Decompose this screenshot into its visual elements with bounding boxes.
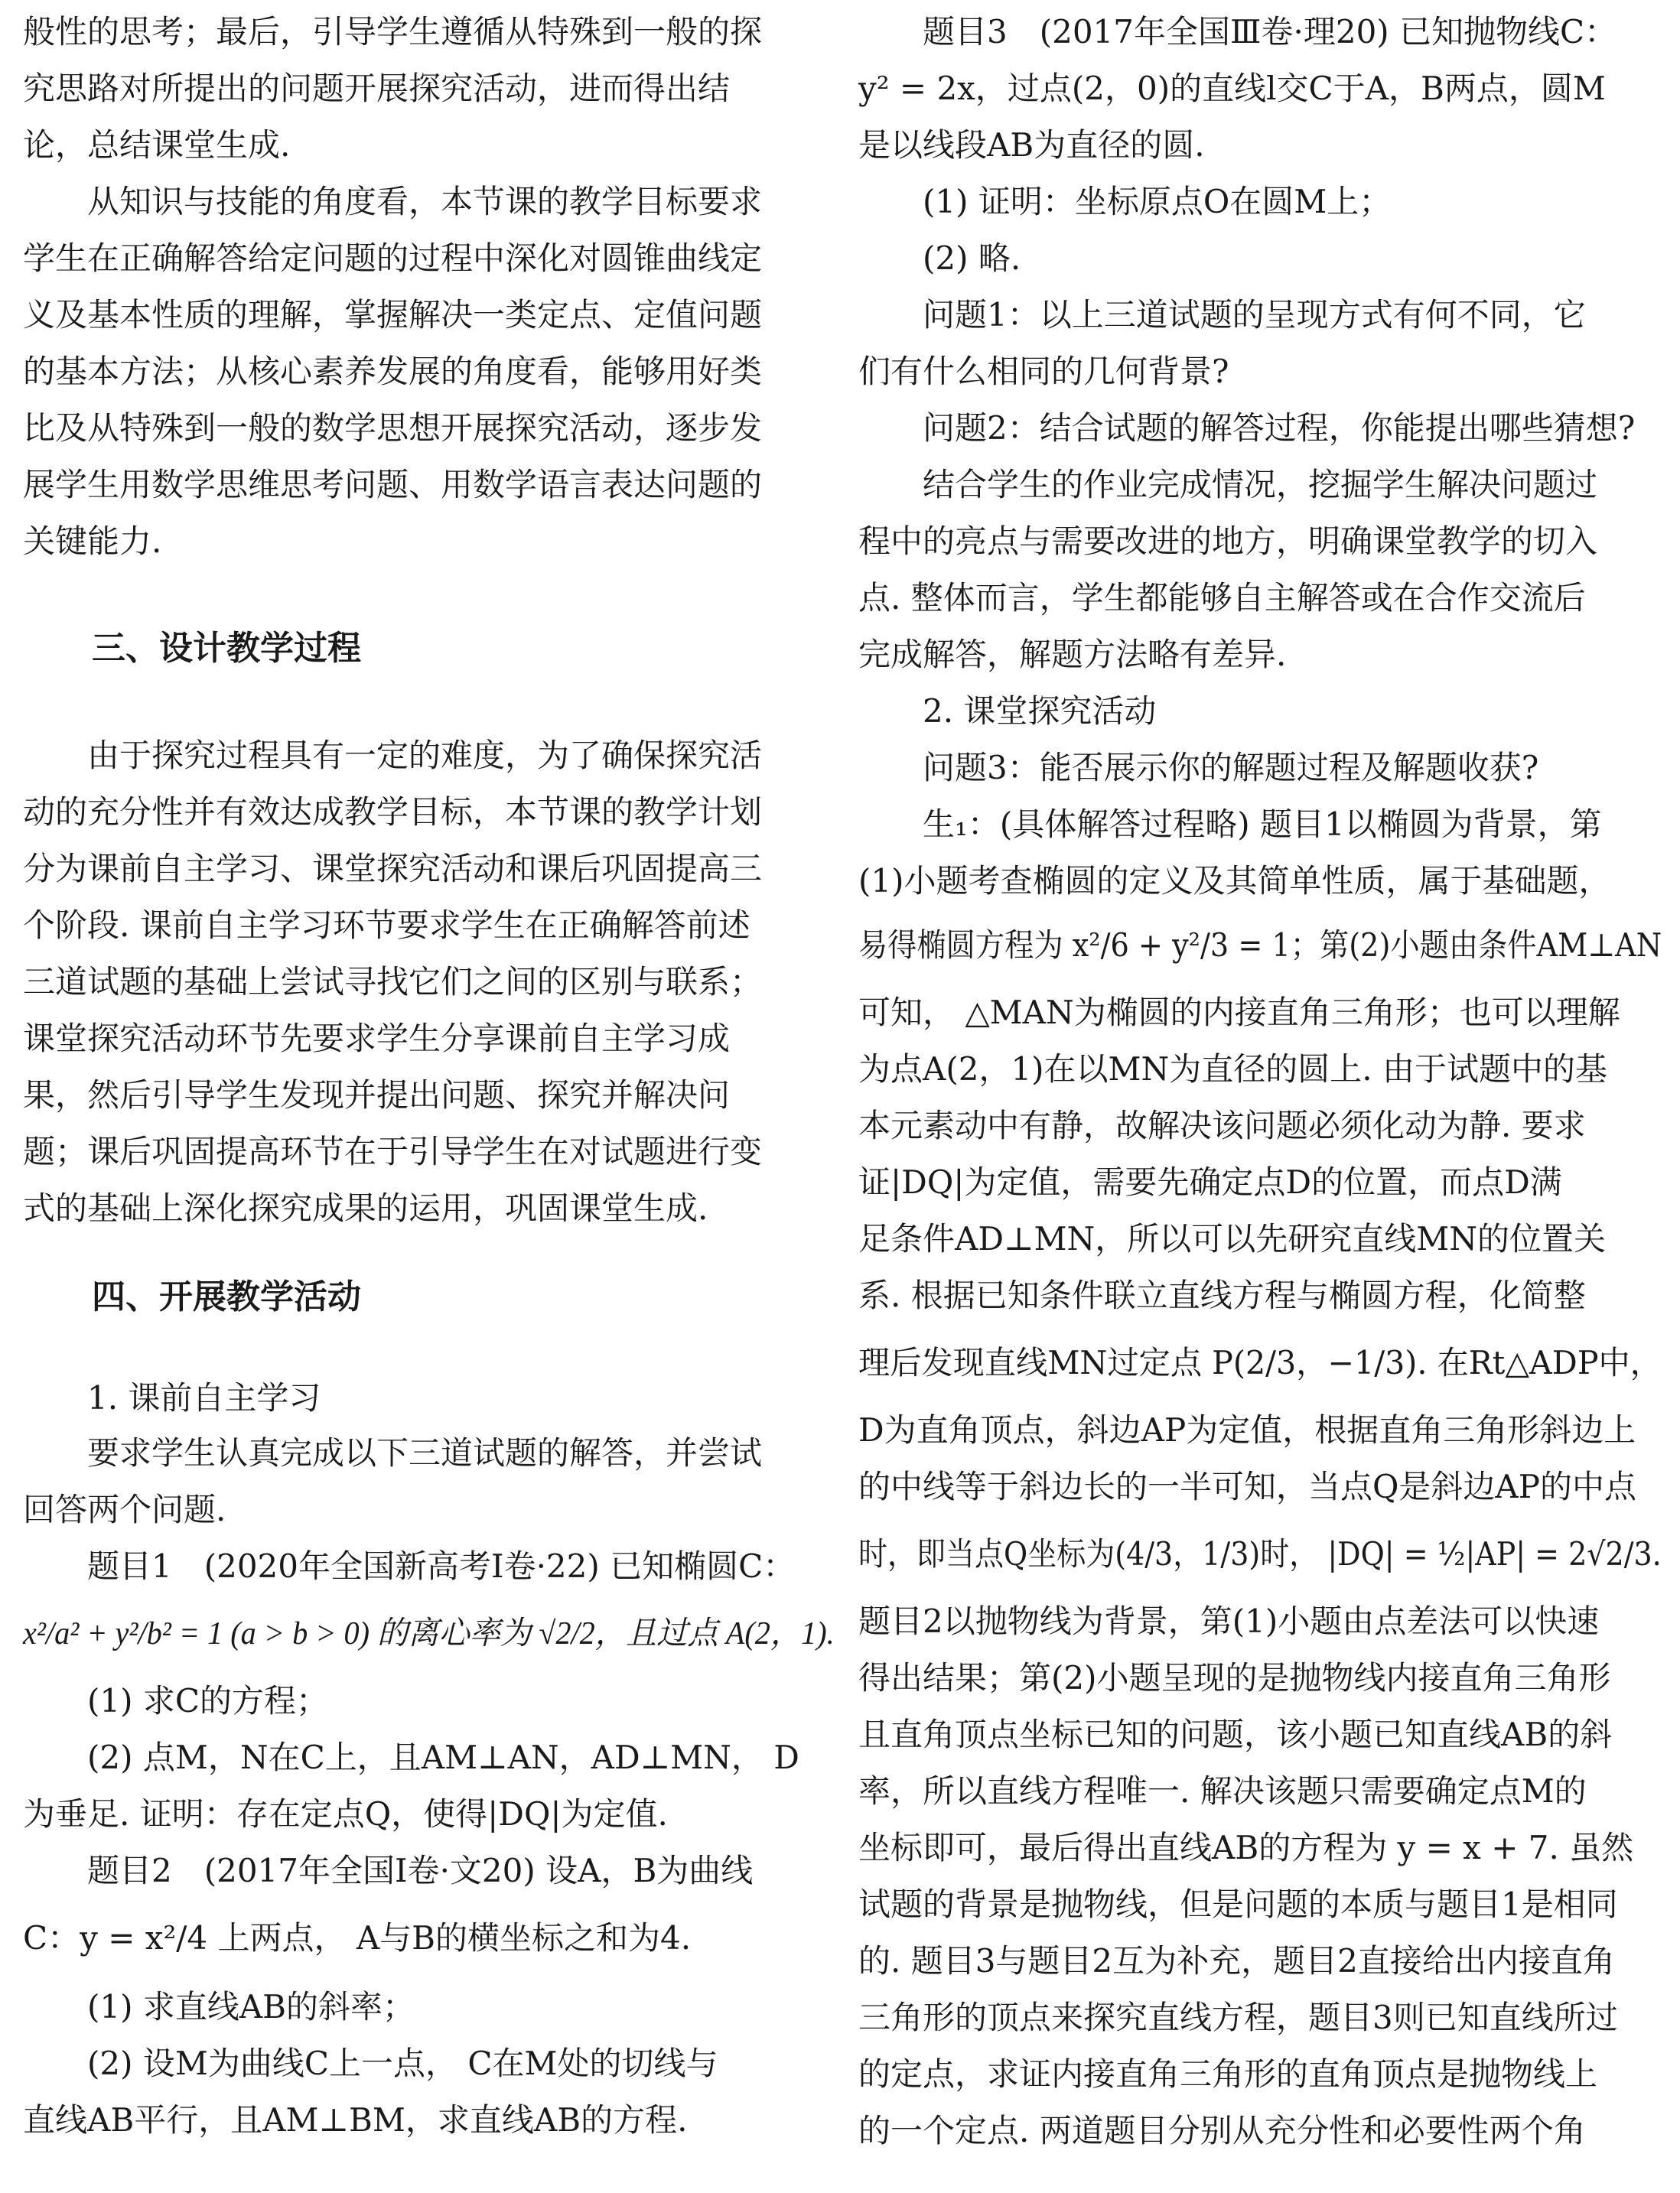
paragraph-line: 证|DQ|为定值，需要先确定点D的位置，而点D满 <box>858 1163 1562 1201</box>
paragraph-line: 式的基础上深化探究成果的运用，巩固课堂生成. <box>23 1189 708 1227</box>
paragraph-line: 程中的亮点与需要改进的地方，明确课堂教学的切入 <box>858 522 1598 560</box>
question-line: 问题3：能否展示你的解题过程及解题收获? <box>858 749 1539 786</box>
paragraph-line: 学生在正确解答给定问题的过程中深化对圆锥曲线定 <box>23 239 763 277</box>
paragraph-line: 义及基本性质的理解，掌握解决一类定点、定值问题 <box>23 296 763 334</box>
paragraph-line: (2) 设M为曲线C上一点， C在M处的切线与 <box>23 2045 718 2082</box>
formula-line: 时，即当点Q坐标为(4/3，1/3)时， |DQ| = ½|AP| = 2√2/3. <box>858 1535 1662 1573</box>
paragraph-line: 比及从特殊到一般的数学思想开展探究活动，逐步发 <box>23 409 763 447</box>
paragraph-line: 足条件AD⊥MN，所以可以先研究直线MN的位置关 <box>858 1220 1607 1258</box>
question-line: 问题1：以上三道试题的呈现方式有何不同，它 <box>858 296 1586 334</box>
paragraph-line: 完成解答，解题方法略有差异. <box>858 636 1287 673</box>
paragraph-line: 试题的背景是抛物线，但是问题的本质与题目1是相同 <box>858 1886 1618 1923</box>
section-heading: 三、设计教学过程 <box>92 629 361 668</box>
paragraph-line: 三角形的顶点来探究直线方程，题目3则已知直线所过 <box>858 1999 1618 2036</box>
paragraph-line: 的定点，求证内接直角三角形的直角顶点是抛物线上 <box>858 2055 1598 2093</box>
paragraph-line: 的. 题目3与题目2互为补充，题目2直接给出内接直角 <box>858 1942 1615 1980</box>
paragraph-line: 系. 根据已知条件联立直线方程与椭圆方程，化简整 <box>858 1277 1586 1314</box>
paragraph-line: 般性的思考；最后，引导学生遵循从特殊到一般的探 <box>23 13 763 50</box>
paragraph-line: 结合学生的作业完成情况，挖掘学生解决问题过 <box>858 466 1598 503</box>
paragraph-line: (1)小题考查椭圆的定义及其简单性质，属于基础题， <box>858 862 1611 900</box>
paragraph-line: 题；课后巩固提高环节在于引导学生在对试题进行变 <box>23 1133 763 1170</box>
paragraph-line: 且直角顶点坐标已知的问题，该小题已知直线AB的斜 <box>858 1716 1613 1753</box>
section-heading: 四、开展教学活动 <box>92 1277 361 1316</box>
paragraph-line: 率，所以直线方程唯一. 解决该题只需要确定点M的 <box>858 1772 1587 1810</box>
formula-line: x²/a² + y²/b² = 1 (a > b > 0) 的离心率为 √2/2，且过点 A(2，1). <box>23 1616 835 1651</box>
paragraph-line: D为直角顶点，斜边AP为定值，根据直角三角形斜边上 <box>858 1411 1636 1449</box>
paragraph-line: 点. 整体而言，学生都能够自主解答或在合作交流后 <box>858 579 1586 617</box>
paragraph-line: 果，然后引导学生发现并提出问题、探究并解决问 <box>23 1076 731 1114</box>
paragraph-line: 们有什么相同的几何背景? <box>858 353 1229 390</box>
paragraph-line: 生₁：(具体解答过程略) 题目1以椭圆为背景，第 <box>858 805 1602 843</box>
problem-title: 题目2 (2017年全国Ⅰ卷·文20) 设A，B为曲线 <box>23 1852 754 1889</box>
paragraph-line: 展学生用数学思维思考问题、用数学语言表达问题的 <box>23 466 763 503</box>
paragraph-line: 的一个定点. 两道题目分别从充分性和必要性两个角 <box>858 2112 1586 2149</box>
paragraph-line: 动的充分性并有效达成教学目标，本节课的教学计划 <box>23 793 763 831</box>
paragraph-line: (1) 证明：坐标原点O在圆M上； <box>858 183 1392 220</box>
paragraph-line: 可知， △MAN为椭圆的内接直角三角形；也可以理解 <box>858 994 1620 1031</box>
paragraph-line: 本元素动中有静，故解决该问题必须化动为静. 要求 <box>858 1107 1586 1144</box>
paragraph-line: 由于探究过程具有一定的难度，为了确保探究活 <box>23 737 763 774</box>
question-line: 问题2：结合试题的解答过程，你能提出哪些猜想? <box>858 409 1636 447</box>
paragraph-line: 回答两个问题. <box>23 1491 226 1528</box>
subsection-title: 1. 课前自主学习 <box>23 1379 321 1417</box>
paragraph-line: 直线AB平行，且AM⊥BM，求直线AB的方程. <box>23 2101 688 2139</box>
subsection-title: 2. 课堂探究活动 <box>858 692 1157 730</box>
problem-title: 题目3 (2017年全国Ⅲ卷·理20) 已知抛物线C： <box>858 13 1617 50</box>
paragraph-line: 为垂足. 证明：存在定点Q，使得|DQ|为定值. <box>23 1795 668 1833</box>
paragraph-line: (1) 求直线AB的斜率； <box>23 1988 415 2025</box>
paragraph-line: 的中线等于斜边长的一半可知，当点Q是斜边AP的中点 <box>858 1468 1637 1505</box>
paragraph-line: 为点A(2，1)在以MN为直径的圆上. 由于试题中的基 <box>858 1050 1608 1088</box>
paragraph-line: 课堂探究活动环节先要求学生分享课前自主学习成 <box>23 1020 731 1057</box>
paragraph-line: 论，总结课堂生成. <box>23 126 291 164</box>
formula-line: 理后发现直线MN过定点 P(2/3，−1/3). 在Rt△ADP中， <box>858 1344 1662 1381</box>
paragraph-line: 从知识与技能的角度看，本节课的教学目标要求 <box>23 183 763 220</box>
formula-line: 易得椭圆方程为 x²/6 + y²/3 = 1；第(2)小题由条件AM⊥AN <box>858 926 1662 964</box>
paragraph-line: 三道试题的基础上尝试寻找它们之间的区别与联系； <box>23 963 763 1001</box>
paragraph-line: (2) 略. <box>858 239 1021 277</box>
problem-title: 题目1 (2020年全国新高考Ⅰ卷·22) 已知椭圆C： <box>23 1547 796 1585</box>
paragraph-line: 关键能力. <box>23 522 162 560</box>
paragraph-line: 的基本方法；从核心素养发展的角度看，能够用好类 <box>23 353 763 390</box>
paragraph-line: (2) 点M，N在C上，且AM⊥AN，AD⊥MN， D <box>23 1739 799 1776</box>
paragraph-line: 坐标即可，最后得出直线AB的方程为 y = x + 7. 虽然 <box>858 1829 1634 1866</box>
paragraph-line: 要求学生认真完成以下三道试题的解答，并尝试 <box>23 1434 763 1472</box>
paragraph-line: (1) 求C的方程； <box>23 1682 328 1720</box>
paragraph-line: 题目2以抛物线为背景，第(1)小题由点差法可以快速 <box>858 1602 1600 1640</box>
paragraph-line: 是以线段AB为直径的圆. <box>858 126 1205 164</box>
formula-line: C：y = x²/4 上两点， A与B的横坐标之和为4. <box>23 1919 692 1957</box>
paragraph-line: 究思路对所提出的问题开展探究活动，进而得出结 <box>23 70 731 107</box>
paragraph-line: 得出结果；第(2)小题呈现的是抛物线内接直角三角形 <box>858 1659 1611 1697</box>
paragraph-line: 个阶段. 课前自主学习环节要求学生在正确解答前述 <box>23 906 750 944</box>
paragraph-line: y² = 2x，过点(2，0)的直线l交C于A，B两点，圆M <box>858 70 1606 107</box>
paragraph-line: 分为课前自主学习、课堂探究活动和课后巩固提高三 <box>23 850 763 887</box>
